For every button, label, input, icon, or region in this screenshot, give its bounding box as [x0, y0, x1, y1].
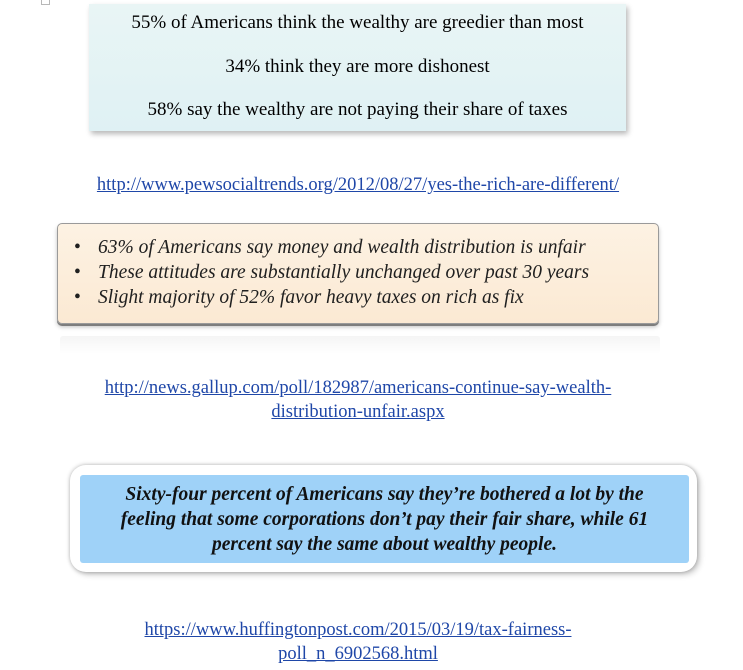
bullet-icon: •	[74, 237, 81, 258]
huffpost-source-link[interactable]: https://www.huffingtonpost.com/2015/03/19/tax-fairness- poll_n_6902568.html	[144, 620, 572, 664]
bullet-icon: •	[74, 287, 81, 308]
bullet-icon: •	[74, 262, 81, 283]
anchor-marker	[41, 0, 50, 5]
list-item: • Slight majority of 52% favor heavy taxes on rich as fix	[74, 287, 524, 308]
pew-stats-box	[89, 4, 626, 131]
list-item: • 63% of Americans say money and wealth distribution is unfair	[74, 237, 586, 258]
stat-greedier: 55% of Americans think the wealthy are greedier than most	[131, 12, 584, 33]
pew-source-link[interactable]: http://www.pewsocialtrends.org/2012/08/27/yes-the-rich-are-different/	[96, 175, 620, 195]
stat-taxes: 58% say the wealthy are not paying their share of taxes	[147, 99, 568, 120]
huffpost-quote-text: Sixty-four percent of Americans say they’re bothered a lot by the feeling that some corporations don’t pay their fair share, while 61 percent say the same about wealthy people.	[120, 483, 649, 555]
huffpost-quote-panel	[80, 475, 689, 563]
stat-dishonest: 34% think they are more dishonest	[225, 56, 490, 77]
box-reflection	[60, 336, 660, 354]
list-item: • These attitudes are substantially unchanged over past 30 years	[74, 262, 590, 283]
huffpost-quote-box	[70, 465, 697, 572]
gallup-source-link[interactable]: http://news.gallup.com/poll/182987/americans-continue-say-wealth- distribution-unfair.aspx	[104, 378, 612, 422]
gallup-summary-box	[57, 223, 659, 324]
